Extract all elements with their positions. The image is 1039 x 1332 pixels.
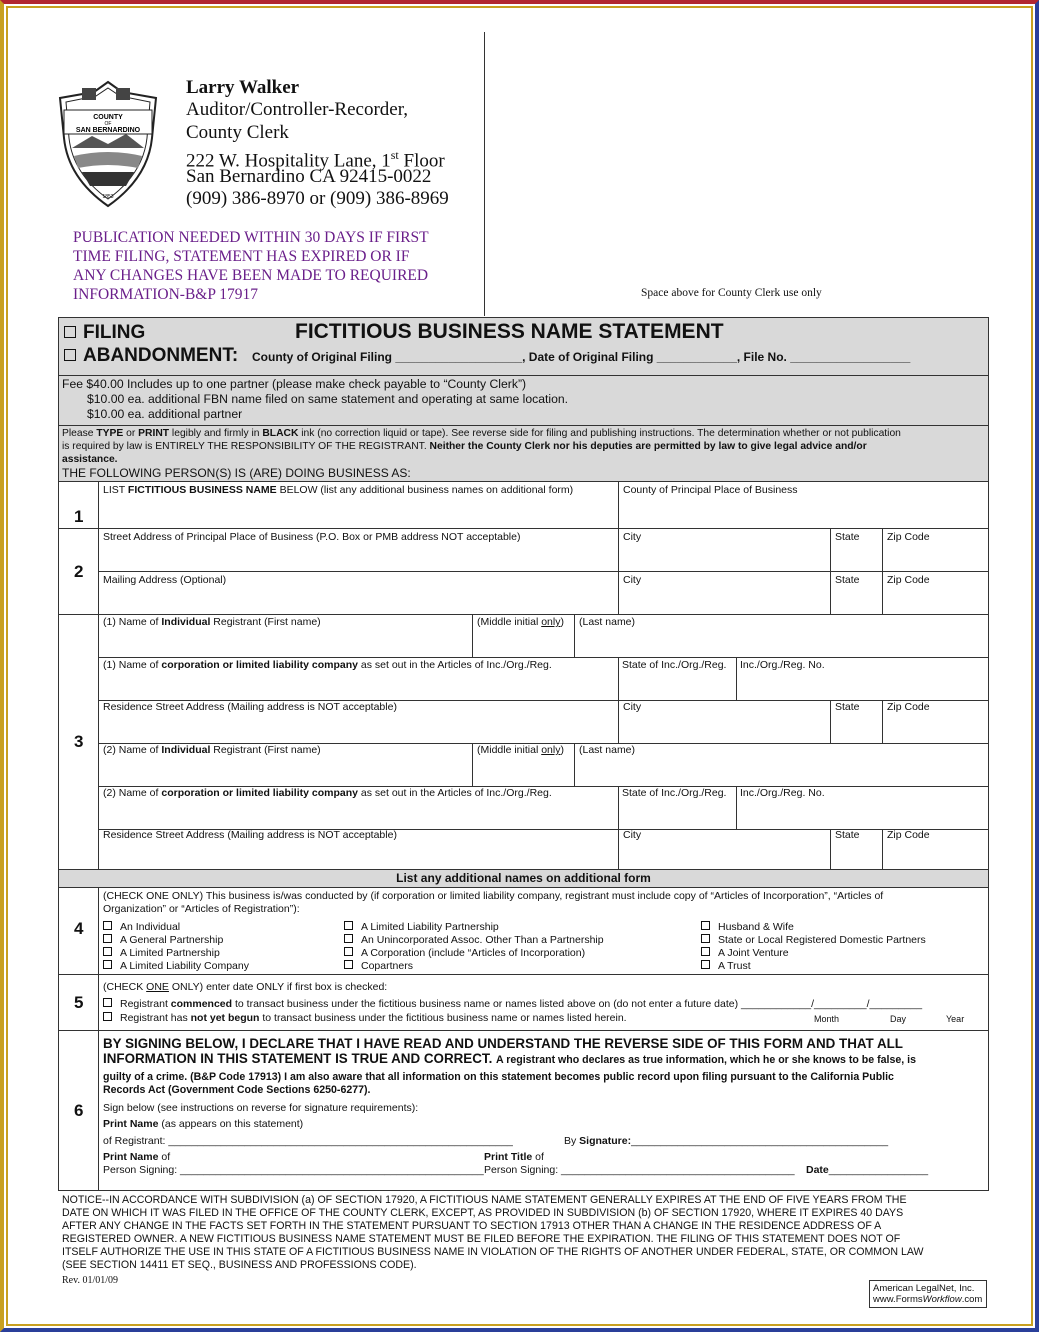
- mi-a: (Middle initial: [477, 744, 542, 756]
- address-line-1: 222 W. Hospitality Lane, 1: [186, 150, 391, 172]
- divider: [472, 743, 473, 786]
- residence-1-label: Residence Street Address (Mailing address is NOT acceptable): [103, 701, 397, 713]
- print-title-label: [484, 1151, 544, 1163]
- state-inc-label: State of Inc./Org./Reg.: [622, 787, 727, 799]
- option-joint-venture[interactable]: A Joint Venture: [701, 947, 789, 959]
- notice-line-3: AFTER ANY CHANGE IN THE FACTS SET FORTH IN THE STATEMENT PURSUANT TO SECTION 17913 OTHER THAN A CHANGE IN THE RESIDENCE ADDRESS OF A: [62, 1220, 882, 1232]
- divider: [574, 614, 575, 657]
- section-4-number: 4: [74, 919, 84, 938]
- state-label: State: [835, 829, 860, 841]
- instr-print: PRINT: [138, 428, 170, 439]
- notice-line-1: NOTICE--IN ACCORDANCE WITH SUBDIVISION (a) OF SECTION 17920, A FICTITIOUS NAME STATEMENT GENERALLY EXPIRES AT THE END OF FIVE YEARS FROM THE: [62, 1194, 907, 1206]
- publication-line-4: INFORMATION-B&P 17917: [73, 286, 259, 303]
- fbn-label-c: BELOW (list any additional business names on additional form): [276, 484, 574, 496]
- divider: [830, 829, 831, 869]
- sig-c: ____________________________________________: [631, 1135, 889, 1147]
- signature-field[interactable]: [564, 1135, 888, 1147]
- corp1-c: as set out in the Articles of Inc./Org./Reg.: [357, 659, 552, 671]
- divider: [830, 700, 831, 743]
- instructions-line-2: [62, 441, 867, 453]
- month-label: Month: [814, 1014, 840, 1024]
- instructions-line-3: assistance.: [62, 454, 118, 465]
- seal-year: 1853: [102, 194, 114, 200]
- divider: [59, 974, 988, 975]
- corporation-1-label: [103, 659, 552, 671]
- ind1-b: Individual: [161, 616, 211, 628]
- option-general-partnership[interactable]: A General Partnership: [103, 934, 223, 946]
- declaration-line-2: [103, 1053, 916, 1066]
- divider: [618, 657, 619, 700]
- fbn-input[interactable]: [100, 498, 614, 526]
- fbn-label: [103, 484, 573, 496]
- zip-label: Zip Code: [887, 574, 930, 586]
- clerk-name: Larry Walker: [186, 77, 300, 98]
- option-trust[interactable]: A Trust: [701, 960, 751, 972]
- divider: [98, 571, 988, 572]
- individual-2-label: [103, 744, 321, 756]
- option-copartners[interactable]: Copartners: [344, 960, 413, 972]
- street-address-label: Street Address of Principal Place of Business (P.O. Box or PMB address NOT acceptable): [103, 531, 521, 543]
- filing-option[interactable]: [64, 322, 145, 344]
- corp2-c: as set out in the Articles of Inc./Org./Reg.: [357, 787, 552, 799]
- option-husband-wife[interactable]: Husband & Wife: [701, 921, 794, 933]
- notice-line-6: (SEE SECTION 14411 ET SEQ., BUSINESS AND PROFESSIONS CODE).: [62, 1259, 417, 1271]
- state-inc-label: State of Inc./Org./Reg.: [622, 659, 727, 671]
- divider: [98, 481, 99, 869]
- clerk-phone: (909) 386-8970 or (909) 386-8969: [186, 188, 449, 209]
- divider: [59, 614, 988, 615]
- instructions-line-1: [62, 428, 901, 440]
- date-intro: [103, 981, 387, 993]
- divider: [882, 700, 883, 743]
- declaration-line-3: guilty of a crime. (B&P Code 17913) I am also aware that all information on this statement becomes public record upon filing pursuant to the California Public: [103, 1071, 894, 1083]
- abandonment-fields[interactable]: County of Original Filing ___________________, Date of Original Filing ____________, File No. __________________: [252, 350, 911, 364]
- web-b: Workflow: [922, 1294, 962, 1305]
- city-label: City: [623, 829, 642, 841]
- divider: [618, 700, 619, 743]
- seal-text-name: SAN BERNARDINO: [75, 127, 141, 134]
- fbn-label-a: LIST: [103, 484, 128, 496]
- divider: [618, 481, 619, 528]
- opt1-b: commenced: [170, 998, 233, 1010]
- corp1-a: (1) Name of: [103, 659, 162, 671]
- s5-a: (CHECK: [103, 981, 147, 993]
- address-floor: Floor: [398, 150, 445, 172]
- legalnet-box: [869, 1280, 987, 1308]
- seal-text-county: COUNTY: [93, 114, 123, 121]
- pt-a: Print Title: [484, 1151, 533, 1163]
- clerk-address-2: San Bernardino CA 92415-0022: [186, 166, 432, 187]
- additional-names-label: List any additional names on additional form: [396, 871, 651, 885]
- ind2-a: (2) Name of: [103, 744, 162, 756]
- declaration-line-1: BY SIGNING BELOW, I DECLARE THAT I HAVE READ AND UNDERSTAND THE REVERSE SIDE OF THIS FORM AND THAT ALL: [103, 1036, 903, 1051]
- state-label: State: [835, 701, 860, 713]
- divider: [736, 657, 737, 700]
- abandonment-option[interactable]: [64, 345, 238, 367]
- year-label: Year: [946, 1014, 965, 1024]
- option-unincorporated-assoc[interactable]: An Unincorporated Assoc. Other Than a Partnership: [344, 934, 604, 946]
- instr-text: is required by law is ENTIRELY THE RESPONSIBILITY OF THE REGISTRANT.: [62, 441, 430, 452]
- publication-line-2: TIME FILING, STATEMENT HAS EXPIRED OR IF: [73, 248, 410, 265]
- fbn-label-b: FICTITIOUS BUSINESS NAME: [127, 484, 277, 496]
- divider: [574, 743, 575, 786]
- abandonment-label: ABANDONMENT:: [83, 345, 239, 366]
- city-label: City: [623, 574, 642, 586]
- middle-initial-label: [477, 616, 564, 628]
- zip-label: Zip Code: [887, 701, 930, 713]
- state-label: State: [835, 531, 860, 543]
- clerk-title-2: County Clerk: [186, 122, 289, 143]
- mi-b: only: [541, 744, 561, 756]
- web-a: www.Forms: [873, 1294, 923, 1305]
- state-label: State: [835, 574, 860, 586]
- option-limited-partnership[interactable]: A Limited Partnership: [103, 947, 220, 959]
- date-label: Date: [806, 1164, 829, 1176]
- date-field[interactable]: [806, 1164, 928, 1176]
- pn2-a: Print Name: [103, 1151, 159, 1163]
- divider: [98, 657, 988, 658]
- revision-label: Rev. 01/01/09: [62, 1275, 119, 1286]
- instr-text: or: [123, 428, 139, 439]
- instr-bold: Neither the County Clerk nor his deputies are permitted by law to give legal advice and/or: [429, 441, 867, 452]
- option-llp[interactable]: A Limited Liability Partnership: [344, 921, 499, 933]
- section-6-number: 6: [74, 1101, 84, 1120]
- mi-b: only: [541, 616, 561, 628]
- pt-b: of: [532, 1151, 544, 1163]
- ind1-c: Registrant (First name): [210, 616, 321, 628]
- mi-c: ): [560, 616, 564, 628]
- notice-line-2: DATE ON WHICH IT WAS FILED IN THE OFFICE OF THE COUNTY CLERK, EXCEPT, AS PROVIDED IN SUBDIVISION (b) OF SECTION 17920, WHERE IT EXPIRES 40 DAYS: [62, 1207, 904, 1219]
- divider: [882, 829, 883, 869]
- pn-a: Print Name: [103, 1118, 159, 1130]
- header-divider: [484, 32, 485, 316]
- filing-checkbox[interactable]: [64, 326, 76, 338]
- print-name-label: [103, 1118, 303, 1130]
- county-principal-input[interactable]: [620, 498, 986, 526]
- seal-text-of: OF: [104, 121, 112, 127]
- divider: [472, 614, 473, 657]
- clerk-title-1: Auditor/Controller-Recorder,: [186, 99, 409, 120]
- opt2-b: not yet begun: [190, 1012, 260, 1024]
- s5-c: ONLY) enter date ONLY if first box is checked:: [168, 981, 388, 993]
- city-label: City: [623, 701, 642, 713]
- instr-text: legibly and firmly in: [169, 428, 263, 439]
- publication-line-1: PUBLICATION NEEDED WITHIN 30 DAYS IF FIRST: [73, 229, 429, 246]
- instr-text: ink (no correction liquid or tape). See reverse side for filing and publishing instructions. The determination whether or not publication: [298, 428, 901, 439]
- mi-c: ): [560, 744, 564, 756]
- county-principal-label: County of Principal Place of Business: [623, 484, 798, 496]
- decl2-b: A registrant who declares as true information, which he or she knows to be false, is: [496, 1054, 916, 1066]
- declaration-line-4: Records Act (Government Code Sections 6250-6277).: [103, 1084, 371, 1096]
- section-1-number: 1: [74, 507, 84, 526]
- county-seal-icon: [52, 78, 164, 210]
- divider: [882, 528, 883, 614]
- reg-no-label: Inc./Org./Reg. No.: [740, 659, 825, 671]
- middle-initial-label: [477, 744, 564, 756]
- abandonment-checkbox[interactable]: [64, 349, 76, 361]
- mi-a: (Middle initial: [477, 616, 542, 628]
- last-name-label: (Last name): [579, 744, 636, 756]
- divider: [618, 786, 619, 829]
- section-2-number: 2: [74, 562, 84, 581]
- opt2-a: Registrant has: [120, 1012, 191, 1024]
- sig-b: Signature:: [579, 1135, 632, 1147]
- divider: [618, 528, 619, 614]
- fee-line-2: $10.00 ea. additional FBN name filed on same statement and operating at same location.: [87, 392, 569, 406]
- residence-2-label: Residence Street Address (Mailing address is NOT acceptable): [103, 829, 397, 841]
- business-type-intro-1: (CHECK ONE ONLY) This business is/was conducted by (if corporation or limited liability company, registrant must include copy of “Articles of Incorporation”, “Articles of: [103, 890, 884, 902]
- city-label: City: [623, 531, 642, 543]
- divider: [618, 829, 619, 869]
- person-signing-name-field[interactable]: Person Signing: ____________________________________________________: [103, 1164, 484, 1176]
- section-3-number: 3: [74, 732, 84, 751]
- print-name-signer-label: [103, 1151, 170, 1163]
- corp1-b: corporation or limited liability company: [161, 659, 358, 671]
- fee-line-3: $10.00 ea. additional partner: [87, 407, 243, 421]
- notice-line-4: REGISTERED OWNER. A NEW FICTITIOUS BUSINESS NAME STATEMENT MUST BE FILED BEFORE THE EXPIRATION. THE FILING OF THIS STATEMENT DOES NOT OF: [62, 1233, 901, 1245]
- doing-business-label: THE FOLLOWING PERSON(S) IS (ARE) DOING BUSINESS AS:: [62, 466, 411, 480]
- divider: [736, 786, 737, 829]
- divider: [59, 887, 988, 888]
- opt1-a: Registrant: [120, 998, 171, 1010]
- divider: [59, 481, 988, 482]
- ind2-b: Individual: [161, 744, 211, 756]
- zip-label: Zip Code: [887, 829, 930, 841]
- opt1-c: to transact business under the fictitious business name or names listed above on (do not enter a future date) ____________/_________/_________: [232, 998, 923, 1010]
- ind2-c: Registrant (First name): [210, 744, 321, 756]
- legalnet-website[interactable]: [873, 1294, 983, 1305]
- instr-text: Please: [62, 428, 97, 439]
- corporation-2-label: [103, 787, 552, 799]
- option-corporation[interactable]: A Corporation (include “Articles of Incorporation): [344, 947, 585, 959]
- option-llc[interactable]: A Limited Liability Company: [103, 960, 249, 972]
- s5-b: ONE: [146, 981, 169, 993]
- mailing-address-label: Mailing Address (Optional): [103, 574, 227, 586]
- business-type-intro-2: Organization” or “Articles of Registration”):: [103, 903, 300, 915]
- person-signing-title-field[interactable]: Person Signing: ________________________________________: [484, 1164, 795, 1176]
- divider: [830, 528, 831, 614]
- corp2-a: (2) Name of: [103, 787, 162, 799]
- filing-label: FILING: [83, 322, 146, 343]
- mailing-address-input[interactable]: [100, 588, 614, 612]
- instr-black: BLACK: [262, 428, 299, 439]
- pn2-b: of: [158, 1151, 171, 1163]
- address-superscript: st: [390, 148, 399, 162]
- last-name-label: (Last name): [579, 616, 636, 628]
- option-commenced[interactable]: [103, 998, 922, 1010]
- sig-a: By: [564, 1135, 580, 1147]
- registrant-name-field[interactable]: of Registrant: ___________________________________________________________: [103, 1135, 513, 1147]
- option-domestic-partners[interactable]: State or Local Registered Domestic Partners: [701, 934, 926, 946]
- clerk-use-label: Space above for County Clerk use only: [641, 287, 822, 299]
- fee-line-1: Fee $40.00 Includes up to one partner (please make check payable to “County Clerk”): [62, 377, 527, 391]
- divider: [59, 1030, 988, 1031]
- street-address-input[interactable]: [100, 545, 614, 570]
- sign-below-label: Sign below (see instructions on reverse for signature requirements):: [103, 1102, 419, 1114]
- opt2-c: to transact business under the fictitious business name or names listed herein.: [259, 1012, 627, 1024]
- date-line: _________________: [828, 1164, 929, 1176]
- legalnet-name: American LegalNet, Inc.: [873, 1283, 975, 1294]
- form-title: FICTITIOUS BUSINESS NAME STATEMENT: [295, 320, 724, 343]
- pn-b: (as appears on this statement): [158, 1118, 304, 1130]
- divider: [59, 528, 988, 529]
- notice-line-5: ITSELF AUTHORIZE THE USE IN THIS STATE OF A FICTITIOUS BUSINESS NAME IN VIOLATION OF THE RIGHTS OF ANOTHER UNDER FEDERAL, STATE, OR COMMON LAW: [62, 1246, 924, 1258]
- divider: [98, 887, 99, 1190]
- day-label: Day: [890, 1014, 907, 1024]
- decl2-a: INFORMATION IN THIS STATEMENT IS TRUE AND CORRECT.: [103, 1051, 497, 1066]
- section-5-number: 5: [74, 993, 84, 1012]
- publication-line-3: ANY CHANGES HAVE BEEN MADE TO REQUIRED: [73, 267, 429, 284]
- web-c: .com: [961, 1294, 983, 1305]
- reg-no-label: Inc./Org./Reg. No.: [740, 787, 825, 799]
- zip-label: Zip Code: [887, 531, 930, 543]
- instr-type: TYPE: [96, 428, 124, 439]
- corp2-b: corporation or limited liability company: [161, 787, 358, 799]
- ind1-a: (1) Name of: [103, 616, 162, 628]
- option-individual[interactable]: An Individual: [103, 921, 180, 933]
- individual-1-label: [103, 616, 321, 628]
- option-not-yet-begun[interactable]: [103, 1012, 627, 1024]
